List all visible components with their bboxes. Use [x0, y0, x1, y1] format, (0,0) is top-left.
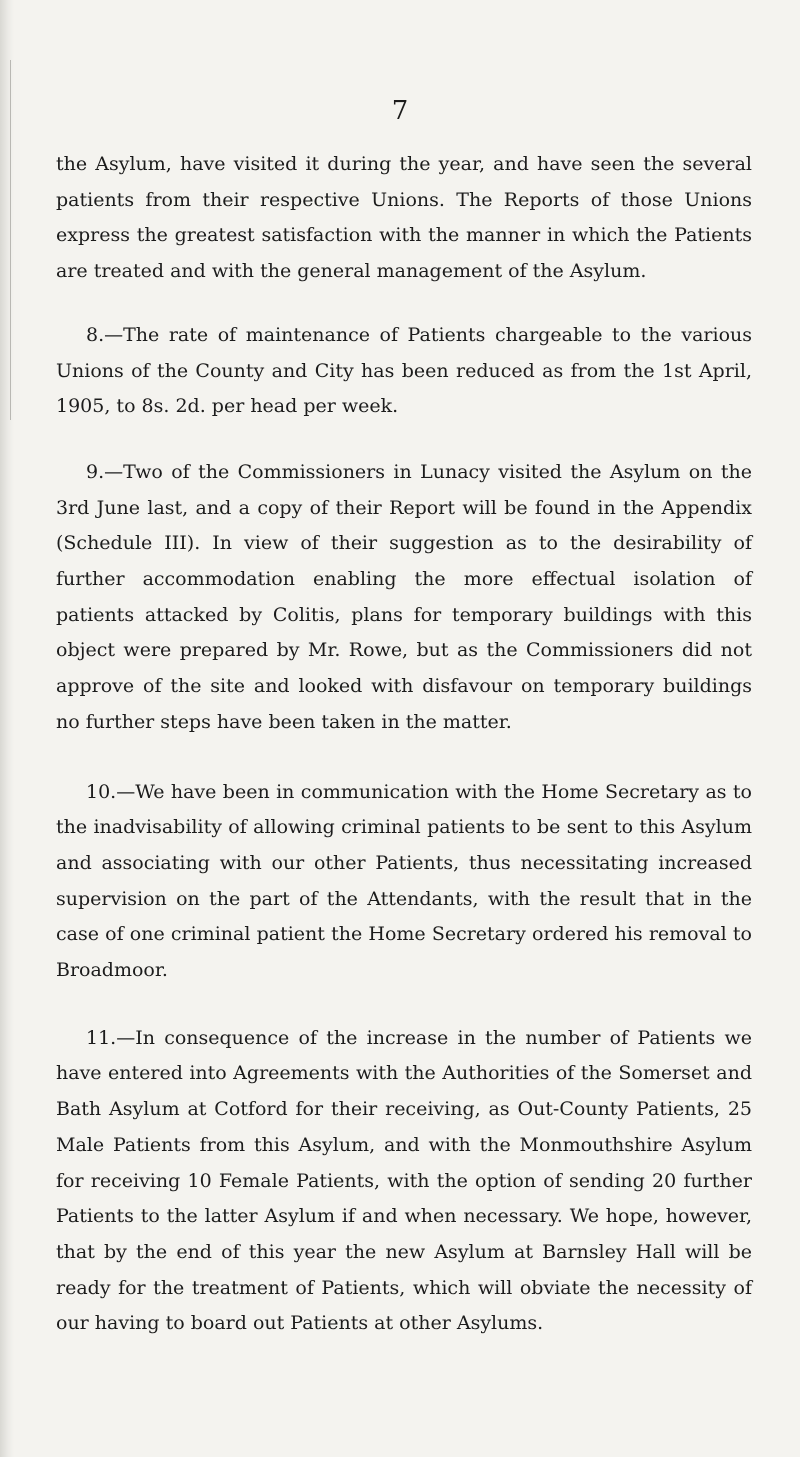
- page-edge-shadow: [0, 0, 14, 1457]
- paragraph-continued: the Asylum, have visited it during the year, and have seen the several patients from their respective Unions. The Reports of those Unions express the greatest satisfaction with the manner in which the Patients are treated and with the general management of the Asylum.: [56, 153, 752, 283]
- paragraph-11-agreements: 11.—In consequence of the increase in the number of Patients we have entered into Agreements with the Authorities of the Somerset and Bath Asylum at Cotford for their receiving, as Out-County Patients, 25 Male Patients from this Asylum, and with the Monmouthshire Asylum for receiving 10 Female Patients, with the option of sending 20 further Patients to the latter Asylum if and when necessary. We hope, however, that by the end of this year the new Asylum at Barnsley Hall will be ready for the treatment of Patients, which will obviate the necessity of our having to board out Patients at other Asylums.: [56, 1026, 752, 1335]
- document-body: [56, 147, 752, 1342]
- page-number: 7: [391, 96, 409, 126]
- paragraph-8-maintenance-rate: 8.—The rate of maintenance of Patients chargeable to the various Unions of the County and City has been reduced as from the 1st April, 1905, to 8s. 2d. per head per week.: [56, 323, 752, 418]
- paragraph-10-criminal-patients: 10.—We have been in communication with the Home Secretary as to the inadvisability of allowing criminal patients to be sent to this Asylum and associating with our other Patients, thus necessitating increased supervision on the part of the Attendants, with the result that in the case of one criminal patient the Home Secretary ordered his removal to Broadmoor.: [56, 780, 752, 982]
- paragraph-9-commissioners-visit: 9.—Two of the Commissioners in Lunacy visited the Asylum on the 3rd June last, and a copy of their Report will be found in the Appendix (Schedule III). In view of their suggestion as to the desirability of further accommodation enabling the more effectual isolation of patients attacked by Colitis, plans for temporary buildings with this object were prepared by Mr. Rowe, but as the Commissioners did not approve of the site and looked with disfavour on temporary buildings no further steps have been taken in the matter.: [56, 460, 752, 733]
